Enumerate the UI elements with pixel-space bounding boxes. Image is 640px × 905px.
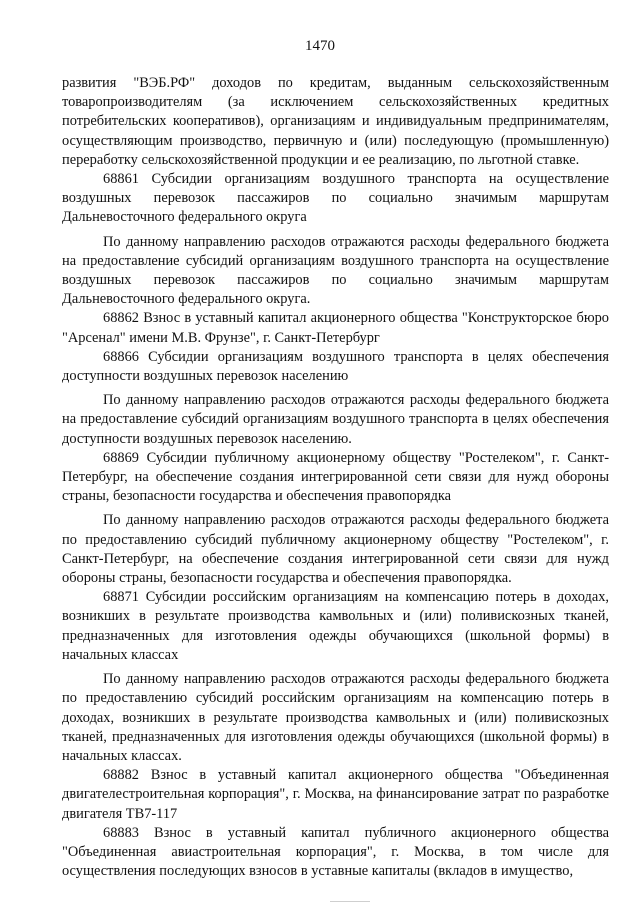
paragraph-section-68866: 68866 Субсидии организациям воздушного транспорта в целях обеспечения доступности воздушных перевозок населению	[62, 348, 609, 385]
paragraph-section-68883: 68883 Взнос в уставный капитал публичного акционерного общества "Объединенная авиастроительная корпорация", г. Москва, в том числе для осуществления последующих взносов в уставные капиталы (вкладов в имущество,	[62, 824, 609, 880]
paragraph: По данному направлению расходов отражаются расходы федерального бюджета на предоставление субсидий организациям воздушного транспорта на осуществление воздушных перевозок пассажиров по социально значимым маршрутам Дальневосточного федерального округа.	[62, 233, 609, 308]
document-body	[62, 74, 609, 881]
paragraph: По данному направлению расходов отражаются расходы федерального бюджета по предоставлению субсидий публичному акционерному обществу "Ростелеком", г. Санкт-Петербург, на обеспечение создания интегрированной сети связи для нужд обороны страны, безопасности государства и обеспечения правопорядка.	[62, 512, 609, 587]
paragraph-section-68882: 68882 Взнос в уставный капитал акционерного общества "Объединенная двигателестроительная корпорация", г. Москва, на финансирование затрат по разработке двигателя ТВ7-117	[62, 767, 609, 822]
paragraph: развития "ВЭБ.РФ" доходов по кредитам, выданным сельскохозяйственным товаропроизводителям (за исключением сельскохозяйственных кредитных потребительских кооперативов), организациям и индивидуальным предпринимателям, осуществляющим производство, первичную и (или) последующую (промышленную) переработку сельскохозяйственной продукции и ее реализацию, по льготной ставке.	[62, 75, 609, 168]
paragraph: По данному направлению расходов отражаются расходы федерального бюджета по предоставлению субсидий российским организациям на компенсацию потерь в доходах, возникших в результате производства камвольных и (или) поливискозных тканей, предназначенных для изготовления одежды обучающихся (школьной формы) в начальных классах.	[62, 671, 609, 764]
paragraph-section-68862: 68862 Взнос в уставный капитал акционерного общества "Конструкторское бюро "Арсенал" имени М.В. Фрунзе", г. Санкт-Петербург	[62, 310, 609, 346]
scan-artifact	[330, 901, 370, 902]
paragraph: По данному направлению расходов отражаются расходы федерального бюджета на предоставление субсидий организациям воздушного транспорта в целях обеспечения доступности воздушных перевозок населению.	[62, 392, 609, 447]
paragraph-section-68869: 68869 Субсидии публичному акционерному обществу "Ростелеком", г. Санкт-Петербург, на обеспечение создания интегрированной сети связи для нужд обороны страны, безопасности государства и обеспечения правопорядка	[62, 449, 609, 505]
paragraph-section-68861: 68861 Субсидии организациям воздушного транспорта на осуществление воздушных перевозок пассажиров по социально значимым маршрутам Дальневосточного федерального округа	[62, 171, 609, 226]
page-number: 1470	[305, 38, 335, 54]
paragraph-section-68871: 68871 Субсидии российским организациям на компенсацию потерь в доходах, возникших в результате производства камвольных и (или) поливискозных тканей, предназначенных для изготовления одежды обучающихся (школьной формы) в начальных классах	[62, 589, 609, 663]
